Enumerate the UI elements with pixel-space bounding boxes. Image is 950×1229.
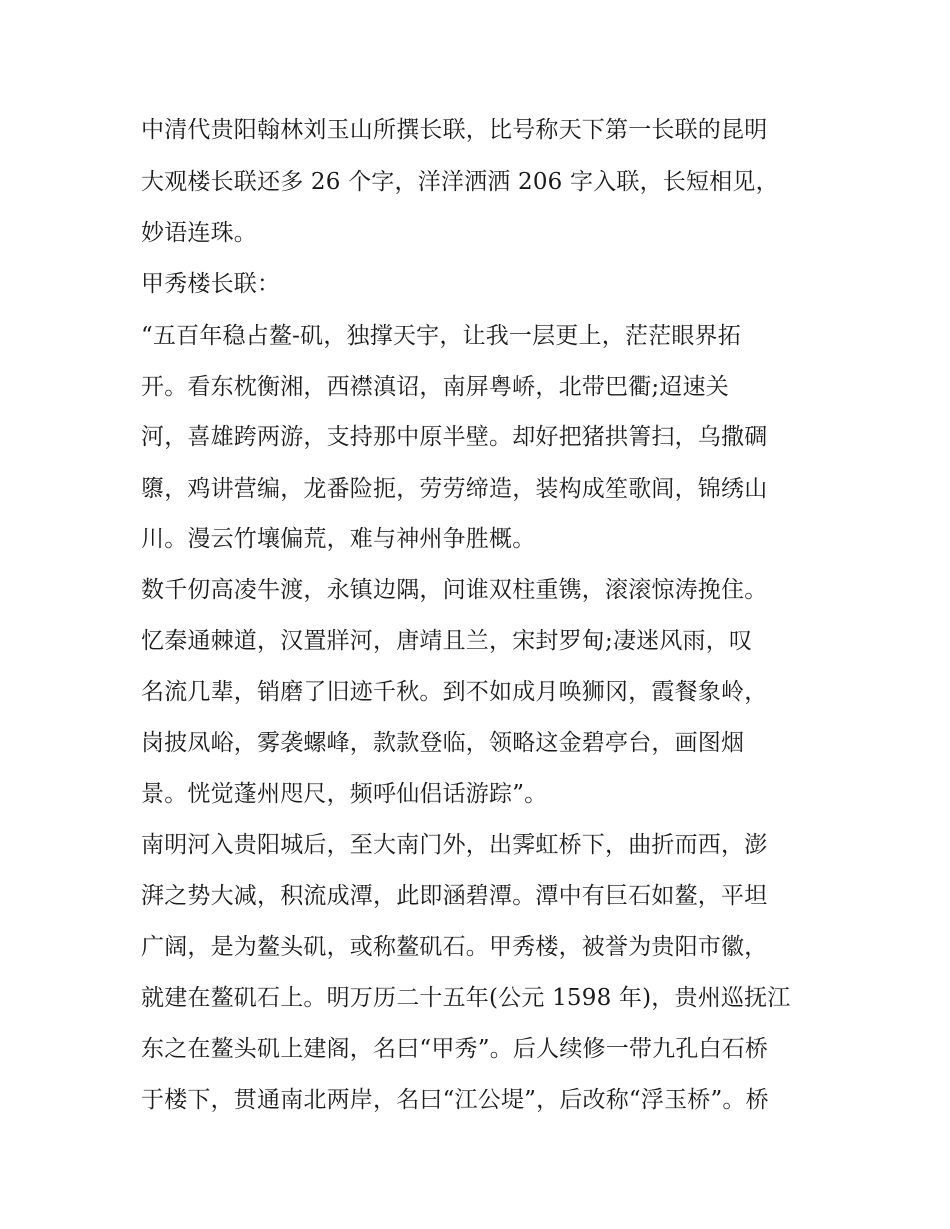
text-line: 南明河入贵阳城后，至大南门外，出霁虹桥下，曲折而西，澎 (141, 832, 768, 858)
text-line: 开。看东枕衡湘，西襟滇诏，南屏粤峤，北带巴衢;迢速关 (141, 374, 729, 400)
text-line: 大观楼长联还多 26 个字，洋洋洒洒 206 字入联，长短相见， (141, 169, 779, 195)
text-line: 隳，鸡讲营编，龙番险扼，劳劳缔造，装构成笙歌闾，锦绣山 (141, 476, 768, 502)
text-line: 川。漫云竹壤偏荒，难与神州争胜概。 (141, 526, 536, 552)
text-line: 名流几辈，销磨了旧迹千秋。到不如成月唤狮冈，霞餐象岭， (141, 679, 768, 705)
text-line: 中清代贵阳翰林刘玉山所撰长联，比号称天下第一长联的昆明 (141, 117, 768, 143)
text-line: 甲秀楼长联： (141, 271, 281, 297)
text-line: 河，喜雄跨两游，支持那中原半壁。却好把猪拱箐扫，乌撒碉 (141, 424, 768, 450)
text-line: 于楼下，贯通南北两岸，名曰“江公堤”，后改称“浮玉桥”。桥 (141, 1087, 769, 1113)
text-line: 岗披凤峪，雾袭螺峰，款款登临，领略这金碧亭台，画图烟 (141, 730, 745, 756)
text-line: 就建在鳌矶石上。明万历二十五年(公元 1598 年)，贵州巡抚江 (141, 985, 791, 1011)
text-line: 景。恍觉蓬州咫尺，频呼仙侣话游踪”。 (141, 781, 548, 807)
text-line: 湃之势大减，积流成潭，此即涵碧潭。潭中有巨石如鳌，平坦 (141, 883, 768, 909)
text-line: “五百年稳占鳌-矶，独撑天宇，让我一层更上，茫茫眼界拓 (141, 323, 741, 349)
text-line: 忆秦通棘道，汉置牂河，唐靖且兰，宋封罗甸;凄迷风雨，叹 (141, 628, 753, 654)
text-line: 数千仞高凌牛渡，永镇边隅，问谁双柱重镌，滚滚惊涛挽住。 (141, 577, 768, 603)
text-line: 广阔，是为鳌头矶，或称鳌矶石。甲秀楼，被誉为贵阳市徽， (141, 934, 768, 960)
text-line: 东之在鳌头矶上建阁，名曰“甲秀”。后人续修一带九孔白石桥 (141, 1036, 769, 1062)
text-line: 妙语连珠。 (141, 220, 257, 246)
